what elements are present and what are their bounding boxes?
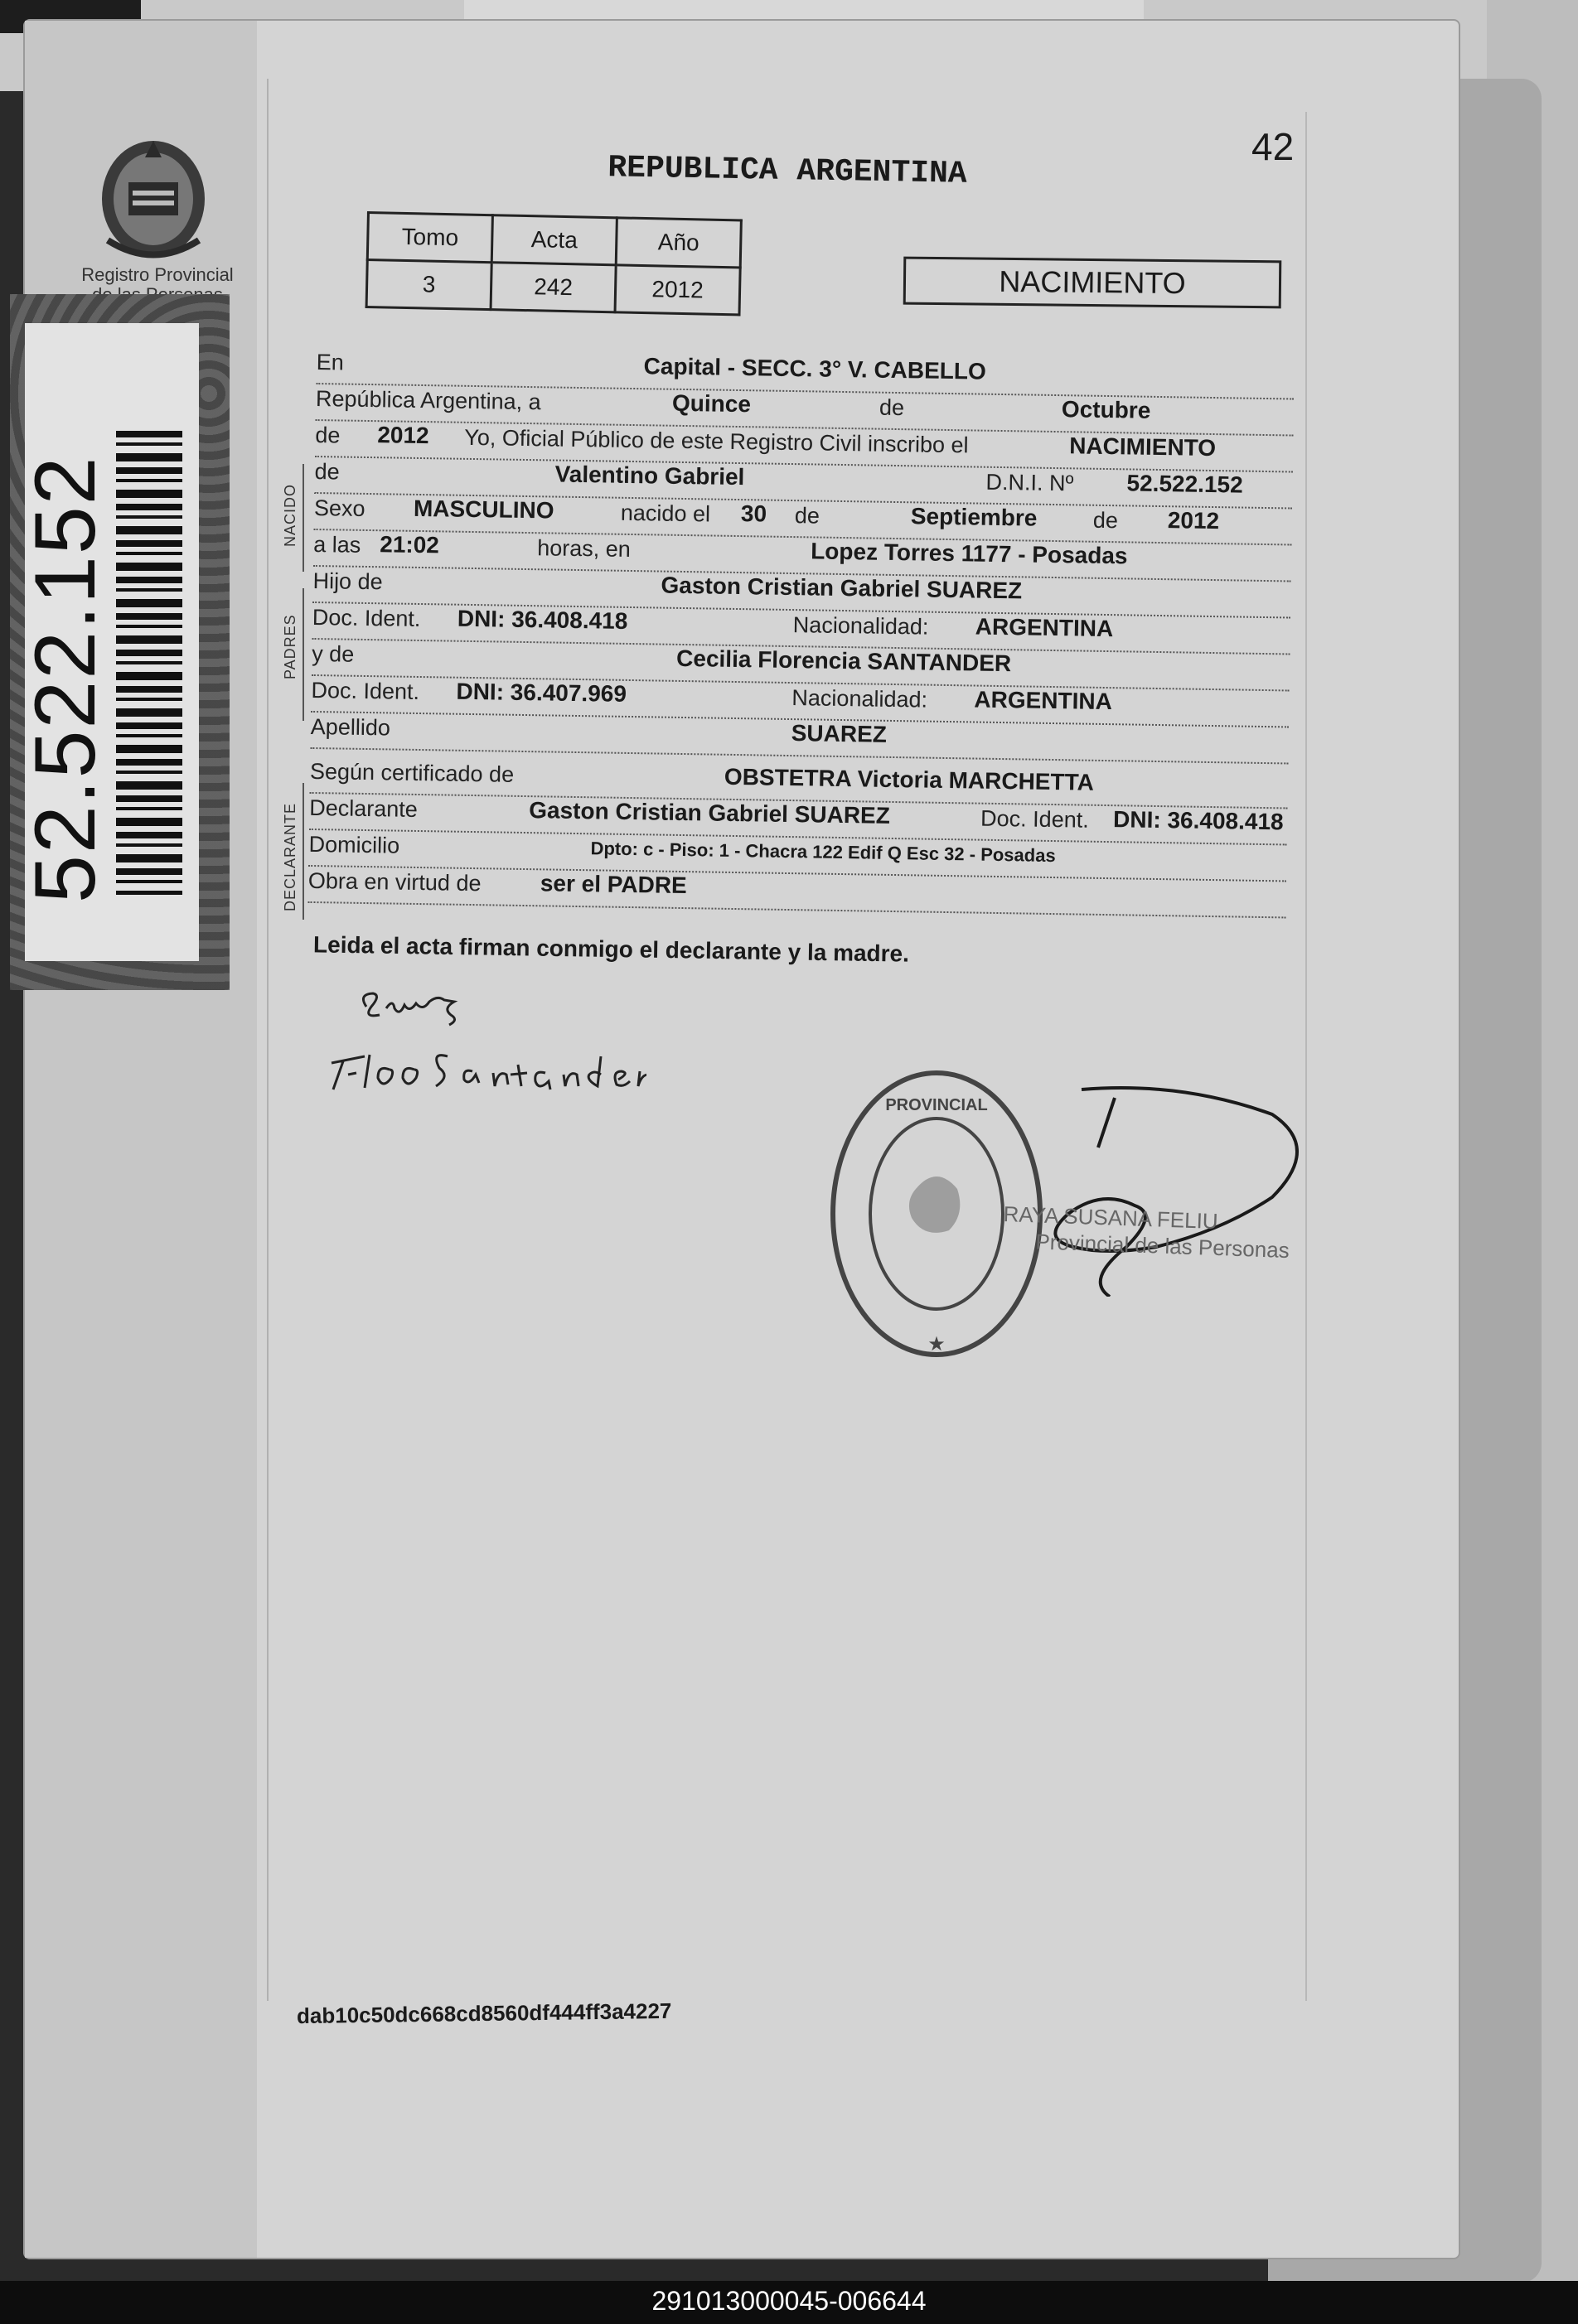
certificate-type-box: NACIMIENTO xyxy=(903,257,1282,309)
value-certificado: OBSTETRA Victoria MARCHETTA xyxy=(724,763,1095,795)
margin-line xyxy=(267,79,269,2001)
document-hash: dab10c50dc668cd8560df444ff3a4227 xyxy=(296,1998,672,2029)
label-horas-en: horas, en xyxy=(537,535,632,562)
label-nacionalidad-1: Nacionalidad: xyxy=(792,612,929,640)
label-official-text: Yo, Oficial Público de este Registro Civil inscribo el xyxy=(464,424,969,458)
section-label-nacido: NACIDO xyxy=(282,483,298,547)
value-year: 2012 xyxy=(377,422,429,449)
label-nacido-el: nacido el xyxy=(620,500,711,527)
value-domicilio: Dpto: c - Piso: 1 - Chacra 122 Edif Q Esc 32 - Posadas xyxy=(590,838,1056,867)
label-de-3: de xyxy=(314,458,340,485)
label-obra-en-virtud: Obra en virtud de xyxy=(307,867,482,896)
value-father-name: Gaston Cristian Gabriel SUAREZ xyxy=(661,572,1023,604)
value-month: Octubre xyxy=(1061,396,1151,423)
value-mother-nationality: ARGENTINA xyxy=(974,686,1113,715)
document-title: REPUBLICA ARGENTINA xyxy=(607,150,967,192)
label-de-2: de xyxy=(315,422,341,448)
footer-bar xyxy=(0,2281,1578,2324)
section-bar-padres xyxy=(303,588,304,721)
label-dni: D.N.I. Nº xyxy=(985,469,1074,496)
label-domicilio: Domicilio xyxy=(308,831,400,858)
value-birth-year: 2012 xyxy=(1167,507,1220,534)
label-y-de: y de xyxy=(311,640,355,667)
value-inscribo: NACIMIENTO xyxy=(1069,432,1217,461)
value-child-name: Valentino Gabriel xyxy=(554,461,745,490)
label-en: En xyxy=(316,349,344,375)
value-birth-month: Septiembre xyxy=(910,503,1038,531)
mother-signature xyxy=(315,1032,646,1098)
label-sexo: Sexo xyxy=(313,495,365,521)
registry-header-acta: Acta xyxy=(491,215,617,265)
label-republica: República Argentina, a xyxy=(315,385,541,415)
section-bar-declarante xyxy=(303,783,304,920)
value-father-nationality: ARGENTINA xyxy=(975,613,1114,642)
page-number: 42 xyxy=(1251,125,1295,168)
registry-header-tomo: Tomo xyxy=(367,213,492,263)
label-apellido: Apellido xyxy=(310,713,391,741)
registry-table xyxy=(365,211,743,316)
official-title: Provincial de las Personas xyxy=(1034,1229,1290,1263)
official-name: RAYA SUSANA FELIU xyxy=(1003,1201,1219,1234)
value-birth-place: Lopez Torres 1177 - Posadas xyxy=(810,538,1128,569)
label-doc-ident-1: Doc. Ident. xyxy=(312,604,421,632)
value-father-dni: DNI: 36.408.418 xyxy=(457,605,628,634)
section-label-declarante: DECLARANTE xyxy=(282,802,298,911)
label-de-1: de xyxy=(879,394,905,421)
value-dni: 52.522.152 xyxy=(1126,470,1243,498)
crest-label: Registro Provincial xyxy=(81,264,234,285)
label-doc-ident-2: Doc. Ident. xyxy=(311,677,420,704)
value-mother-name: Cecilia Florencia SANTANDER xyxy=(675,645,1012,677)
value-declarante-dni: DNI: 36.408.418 xyxy=(1112,806,1284,835)
closing-statement: Leida el acta firman conmigo el declarante y la madre. xyxy=(312,931,910,967)
label-nacionalidad-2: Nacionalidad: xyxy=(791,685,928,713)
value-mother-dni: DNI: 36.407.969 xyxy=(456,678,627,707)
value-apellido: SUAREZ xyxy=(791,720,888,747)
registry-value-ano: 2012 xyxy=(615,265,740,315)
value-declarante: Gaston Cristian Gabriel SUAREZ xyxy=(529,797,891,829)
label-segun-certificado: Según certificado de xyxy=(309,758,515,787)
section-label-padres: PADRES xyxy=(282,614,298,679)
value-obra: ser el PADRE xyxy=(540,870,688,899)
value-place-of-registry: Capital - SECC. 3° V. CABELLO xyxy=(643,353,987,384)
label-doc-ident-3: Doc. Ident. xyxy=(980,805,1089,833)
footer-document-id: 291013000045-006644 xyxy=(651,2286,927,2316)
label-de-5: de xyxy=(1092,507,1119,534)
provincial-crest-icon xyxy=(83,124,224,265)
value-time: 21:02 xyxy=(380,531,440,558)
value-sexo: MASCULINO xyxy=(413,495,554,524)
barcode-icon xyxy=(116,431,182,895)
label-declarante: Declarante xyxy=(309,795,419,822)
official-signature xyxy=(1048,1081,1314,1297)
official-stamp-text xyxy=(1002,1201,1290,1263)
svg-text:★: ★ xyxy=(927,1333,946,1355)
label-a-las: a las xyxy=(313,531,361,558)
svg-text:PROVINCIAL: PROVINCIAL xyxy=(885,1096,988,1114)
value-birth-day: 30 xyxy=(740,500,767,527)
value-day: Quince xyxy=(671,389,752,418)
registry-value-tomo: 3 xyxy=(366,260,491,310)
label-hijo-de: Hijo de xyxy=(312,568,383,595)
right-margin-line xyxy=(1305,112,1307,2001)
registry-header-ano: Año xyxy=(616,218,741,268)
registry-value-acta: 242 xyxy=(491,263,616,312)
side-dni-number: 52.522.152 xyxy=(17,455,114,903)
section-bar-nacido xyxy=(303,464,304,572)
birth-record-form xyxy=(307,348,1294,918)
label-de-4: de xyxy=(794,503,820,529)
